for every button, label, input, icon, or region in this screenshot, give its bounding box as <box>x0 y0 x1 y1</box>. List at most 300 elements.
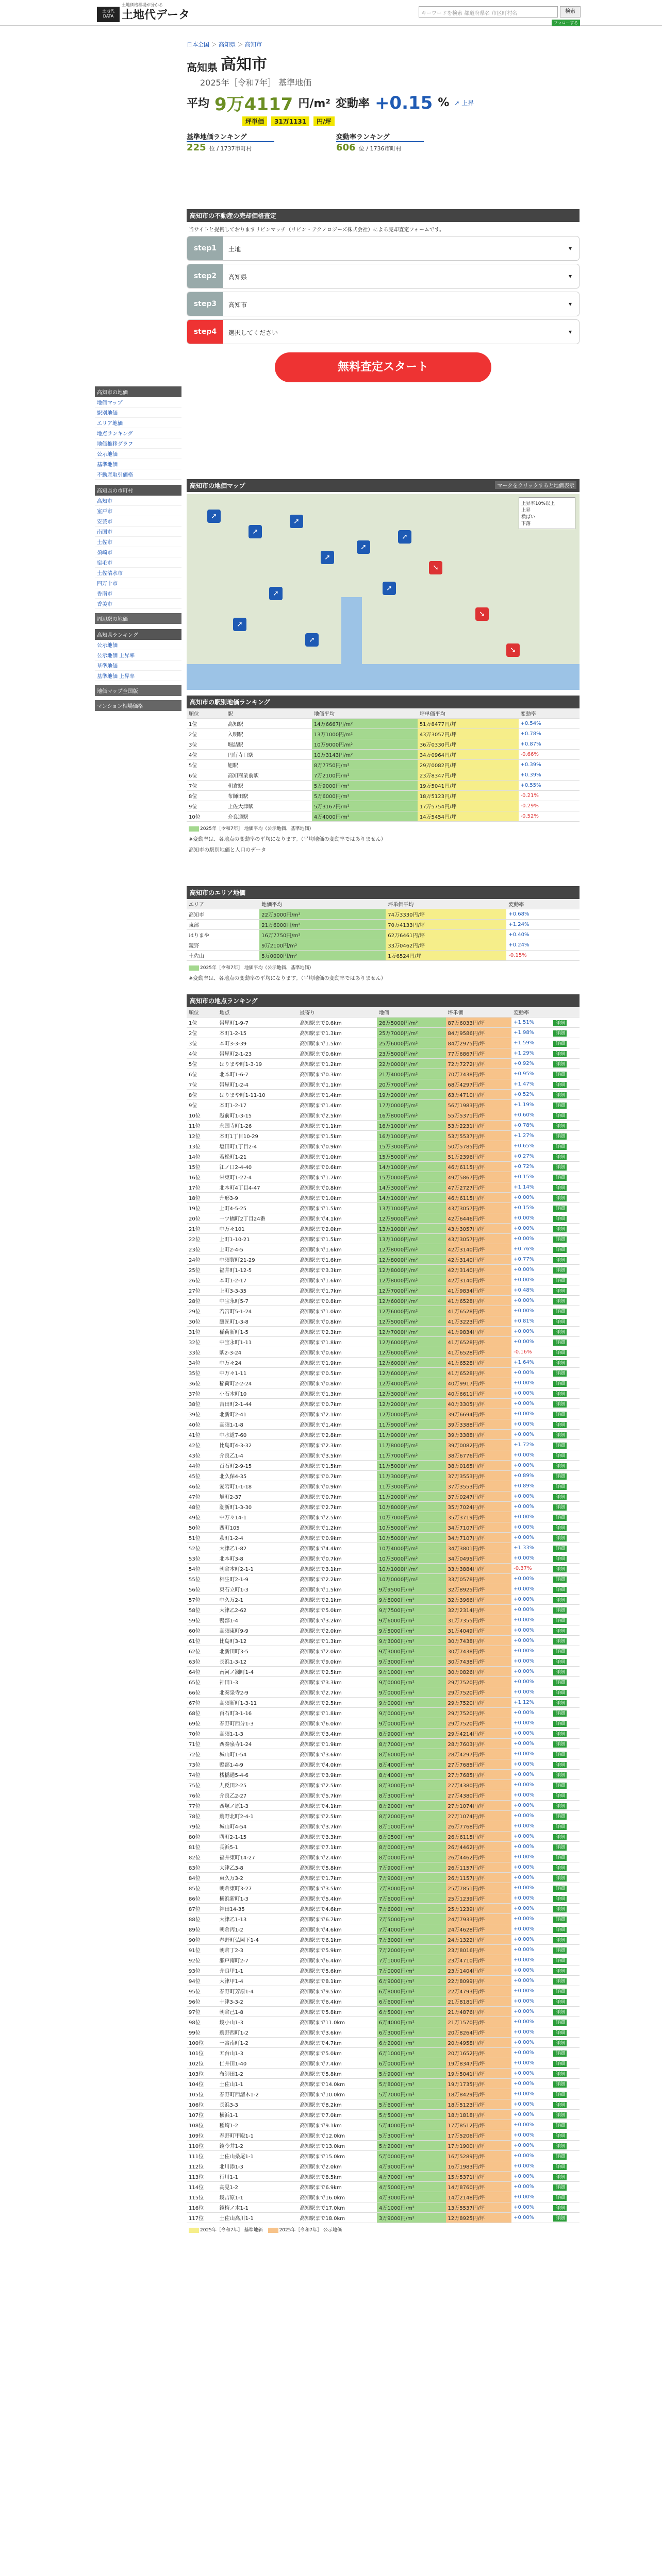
table-cell[interactable]: 若松町1-21 <box>218 1151 298 1162</box>
detail-button[interactable]: 詳細 <box>553 1834 567 1840</box>
table-cell[interactable]: 大津乙3-8 <box>218 1862 298 1873</box>
sidebar-city-link[interactable]: 四万十市 <box>95 578 181 588</box>
sidebar-rank-link[interactable]: 公示地価 <box>95 640 181 650</box>
detail-button[interactable]: 詳細 <box>553 1535 567 1541</box>
table-cell[interactable]: 鏡梅ノ木1-1 <box>218 2202 298 2213</box>
detail-button[interactable]: 詳細 <box>553 2143 567 2149</box>
detail-button[interactable]: 詳細 <box>553 1947 567 1954</box>
detail-button[interactable]: 詳細 <box>553 1710 567 1717</box>
table-cell[interactable]: 円行寺口駅 <box>226 750 312 760</box>
detail-button[interactable]: 詳細 <box>553 1824 567 1830</box>
sidebar-menu-link[interactable]: 不動産取引価格 <box>95 469 181 480</box>
table-cell[interactable]: 旭駅 <box>226 760 312 770</box>
detail-button[interactable]: 詳細 <box>553 1659 567 1665</box>
detail-button[interactable]: 詳細 <box>553 1082 567 1088</box>
sidebar-menu-link[interactable]: エリア地価 <box>95 418 181 428</box>
detail-button[interactable]: 詳細 <box>553 2081 567 2088</box>
sidebar-city-link[interactable]: 安芸市 <box>95 516 181 527</box>
detail-button[interactable]: 詳細 <box>553 1731 567 1737</box>
detail-button[interactable]: 詳細 <box>553 2164 567 2170</box>
table-cell[interactable]: 布師田1-2 <box>218 2069 298 2079</box>
detail-button[interactable]: 詳細 <box>553 1340 567 1346</box>
detail-button[interactable]: 詳細 <box>553 1206 567 1212</box>
detail-button[interactable]: 詳細 <box>553 1587 567 1593</box>
table-cell[interactable]: 西秦泉寺1-24 <box>218 1739 298 1749</box>
detail-button[interactable]: 詳細 <box>553 1968 567 1974</box>
follow-button[interactable]: フォローする <box>552 20 580 26</box>
table-cell[interactable]: 入明駅 <box>226 729 312 739</box>
table-cell[interactable]: 北新町2-41 <box>218 1409 298 1419</box>
detail-button[interactable]: 詳細 <box>553 1607 567 1614</box>
table-cell[interactable]: 朝倉己1-8 <box>218 2007 298 2017</box>
table-cell[interactable]: 愛宕町1-1-18 <box>218 1481 298 1492</box>
table-cell[interactable]: 栄東町1-27-4 <box>218 1172 298 1182</box>
table-cell[interactable]: 瀬戸南町2-7 <box>218 1955 298 1965</box>
map-marker[interactable]: ➚ <box>249 525 262 538</box>
detail-button[interactable]: 詳細 <box>553 1525 567 1531</box>
table-cell[interactable]: 朝倉東町3-27 <box>218 1883 298 1893</box>
detail-button[interactable]: 詳細 <box>553 1783 567 1789</box>
table-cell[interactable]: 潮新町1-3-30 <box>218 1502 298 1512</box>
sidebar-menu-link[interactable]: 地点ランキング <box>95 428 181 438</box>
table-cell[interactable]: 春野町西諸木1-2 <box>218 2089 298 2099</box>
table-cell[interactable]: 升形3-9 <box>218 1193 298 1203</box>
table-cell[interactable]: 土佐山桑尾1-1 <box>218 2151 298 2161</box>
map-marker[interactable]: ➘ <box>506 643 520 657</box>
map-marker[interactable]: ➘ <box>475 607 489 621</box>
table-cell[interactable]: 小石木町10 <box>218 1388 298 1399</box>
table-cell[interactable]: 中万々1-11 <box>218 1368 298 1378</box>
table-cell[interactable]: 16万7750円/m² <box>259 930 386 940</box>
detail-button[interactable]: 詳細 <box>553 1937 567 1943</box>
detail-button[interactable]: 詳細 <box>553 1494 567 1500</box>
detail-button[interactable]: 詳細 <box>553 2174 567 2180</box>
detail-button[interactable]: 詳細 <box>553 1865 567 1871</box>
detail-button[interactable]: 詳細 <box>553 1628 567 1634</box>
detail-button[interactable]: 詳細 <box>553 1546 567 1552</box>
detail-button[interactable]: 詳細 <box>553 1020 567 1026</box>
table-cell[interactable]: 大津乙2-62 <box>218 1605 298 1615</box>
table-cell[interactable]: 城山町1-54 <box>218 1749 298 1759</box>
assess-step[interactable] <box>187 292 580 316</box>
table-cell[interactable]: 上町3-3-35 <box>218 1285 298 1296</box>
detail-button[interactable]: 詳細 <box>553 1577 567 1583</box>
detail-button[interactable]: 詳細 <box>553 1473 567 1480</box>
detail-button[interactable]: 詳細 <box>553 1453 567 1459</box>
detail-button[interactable]: 詳細 <box>553 1844 567 1851</box>
detail-button[interactable]: 詳細 <box>553 1917 567 1923</box>
national-map-button[interactable]: 地価マップ全国版 <box>95 685 181 696</box>
detail-button[interactable]: 詳細 <box>553 1350 567 1356</box>
table-cell[interactable]: 鴨部1-4 <box>218 1615 298 1625</box>
detail-button[interactable]: 詳細 <box>553 1185 567 1191</box>
table-cell[interactable]: 稲荷新町1-5 <box>218 1327 298 1337</box>
table-cell[interactable]: 桟橋通5-4-6 <box>218 1770 298 1780</box>
table-cell[interactable]: 相生町2-1-9 <box>218 1574 298 1584</box>
table-cell[interactable]: 長浜3-3 <box>218 2099 298 2110</box>
table-cell[interactable]: 上町4-5-25 <box>218 1203 298 1213</box>
assess-step[interactable] <box>187 264 580 289</box>
detail-button[interactable]: 詳細 <box>553 1061 567 1067</box>
table-cell[interactable]: 横浜新町1-3 <box>218 1893 298 1904</box>
detail-button[interactable]: 詳細 <box>553 1927 567 1933</box>
detail-button[interactable]: 詳細 <box>553 1638 567 1645</box>
table-cell[interactable]: 鏡小山1-3 <box>218 2017 298 2027</box>
table-cell[interactable]: 布師田駅 <box>226 791 312 801</box>
detail-button[interactable]: 詳細 <box>553 1556 567 1562</box>
table-cell[interactable]: 高知商業前駅 <box>226 770 312 781</box>
table-cell[interactable]: 朝倉本町2-1-1 <box>218 1564 298 1574</box>
table-cell[interactable]: 永国寺町1-26 <box>218 1121 298 1131</box>
table-cell[interactable]: 大津乙1-82 <box>218 1543 298 1553</box>
table-cell[interactable]: 大津甲1-4 <box>218 1976 298 1986</box>
table-cell[interactable]: 介良乙1-4 <box>218 1450 298 1461</box>
table-cell[interactable]: はりまや町1-3-19 <box>218 1059 298 1069</box>
detail-button[interactable]: 詳細 <box>553 1793 567 1799</box>
detail-button[interactable]: 詳細 <box>553 1772 567 1778</box>
detail-button[interactable]: 詳細 <box>553 2184 567 2191</box>
detail-button[interactable]: 詳細 <box>553 2195 567 2201</box>
detail-button[interactable]: 詳細 <box>553 1164 567 1171</box>
table-cell[interactable]: 一宮南町1-2 <box>218 2038 298 2048</box>
table-cell[interactable]: 帯屋町2-1-23 <box>218 1048 298 1059</box>
table-cell[interactable]: 薊野西町1-2 <box>218 2027 298 2038</box>
sidebar-city-link[interactable]: 土佐清水市 <box>95 568 181 578</box>
table-cell[interactable]: 高知駅 <box>226 719 312 729</box>
table-cell[interactable]: 高須東町9-9 <box>218 1625 298 1636</box>
detail-button[interactable]: 詳細 <box>553 1381 567 1387</box>
detail-button[interactable]: 詳細 <box>553 1278 567 1284</box>
table-cell[interactable]: 東石立町1-3 <box>218 1584 298 1595</box>
sidebar-city-link[interactable]: 香南市 <box>95 588 181 599</box>
table-cell[interactable]: 福井東町14-27 <box>218 1852 298 1862</box>
detail-button[interactable]: 詳細 <box>553 1886 567 1892</box>
sidebar-city-link[interactable]: 室戸市 <box>95 506 181 516</box>
detail-button[interactable]: 詳細 <box>553 1463 567 1469</box>
detail-button[interactable]: 詳細 <box>553 1958 567 1964</box>
detail-button[interactable]: 詳細 <box>553 2102 567 2108</box>
table-cell[interactable]: 大津乙1-13 <box>218 1914 298 1924</box>
table-cell[interactable]: 北本町3-8 <box>218 1553 298 1564</box>
breadcrumb-item[interactable]: 日本全国 <box>187 41 209 48</box>
table-cell[interactable]: 介良通駅 <box>226 811 312 822</box>
table-cell[interactable]: 中宝永町5-7 <box>218 1296 298 1306</box>
table-cell[interactable]: 春野町西分1-3 <box>218 1718 298 1728</box>
detail-button[interactable]: 詳細 <box>553 1257 567 1263</box>
detail-button[interactable]: 詳細 <box>553 1566 567 1572</box>
table-cell[interactable]: 北久保4-35 <box>218 1471 298 1481</box>
table-cell[interactable]: 土佐山1-1 <box>218 2079 298 2089</box>
detail-button[interactable]: 詳細 <box>553 1288 567 1294</box>
map-marker[interactable]: ➚ <box>290 515 303 528</box>
table-cell[interactable]: 若宮町5-1-24 <box>218 1306 298 1316</box>
detail-button[interactable]: 詳細 <box>553 2071 567 2077</box>
detail-button[interactable]: 詳細 <box>553 1154 567 1160</box>
table-cell[interactable]: 西塚ノ原1-3 <box>218 1801 298 1811</box>
sidebar-menu-link[interactable]: 駅別地価 <box>95 408 181 418</box>
table-cell[interactable]: 仁井田1-40 <box>218 2058 298 2069</box>
table-cell[interactable]: 神田14-35 <box>218 1904 298 1914</box>
detail-button[interactable]: 詳細 <box>553 1123 567 1129</box>
map-marker[interactable]: ➚ <box>398 530 411 544</box>
table-cell[interactable]: 薊野北町2-4-1 <box>218 1811 298 1821</box>
table-cell[interactable]: 北本町1-6-7 <box>218 1069 298 1079</box>
table-cell[interactable]: 萩町1-2-4 <box>218 1533 298 1543</box>
detail-button[interactable]: 詳細 <box>553 2030 567 2036</box>
detail-button[interactable]: 詳細 <box>553 1041 567 1047</box>
sidebar-city-link[interactable]: 香美市 <box>95 599 181 609</box>
table-cell[interactable]: はりまや町1-11-10 <box>218 1090 298 1100</box>
table-cell[interactable]: 横浜1-1 <box>218 2110 298 2120</box>
land-price-map[interactable] <box>187 494 580 690</box>
detail-button[interactable]: 詳細 <box>553 1875 567 1882</box>
detail-button[interactable]: 詳細 <box>553 2215 567 2222</box>
table-cell[interactable]: 朝倉駅 <box>226 781 312 791</box>
detail-button[interactable]: 詳細 <box>553 1226 567 1232</box>
table-cell[interactable]: 北秦泉寺2-9 <box>218 1687 298 1698</box>
detail-button[interactable]: 詳細 <box>553 1618 567 1624</box>
detail-button[interactable]: 詳細 <box>553 2020 567 2026</box>
detail-button[interactable]: 詳細 <box>553 1803 567 1809</box>
map-marker[interactable]: ➚ <box>207 510 221 523</box>
table-cell[interactable]: 駅2-3-24 <box>218 1347 298 1358</box>
table-cell[interactable]: 比島町3-12 <box>218 1636 298 1646</box>
table-cell[interactable]: 本町1-2-17 <box>218 1100 298 1110</box>
sidebar-city-link[interactable]: 高知市 <box>95 496 181 506</box>
detail-button[interactable]: 詳細 <box>553 1267 567 1274</box>
table-cell[interactable]: 長浜5-1 <box>218 1842 298 1852</box>
assess-step[interactable] <box>187 319 580 344</box>
map-marker[interactable]: ➚ <box>357 540 370 554</box>
detail-button[interactable]: 詳細 <box>553 2009 567 2015</box>
map-marker[interactable]: ➚ <box>321 551 334 564</box>
table-cell[interactable]: 種崎1-2 <box>218 2120 298 2130</box>
table-cell[interactable]: 中久万2-1 <box>218 1595 298 1605</box>
nearby-stations-button[interactable]: 周辺駅の地価 <box>95 613 181 624</box>
table-cell[interactable]: 城山町4-54 <box>218 1821 298 1832</box>
detail-button[interactable]: 詳細 <box>553 1762 567 1768</box>
detail-button[interactable]: 詳細 <box>553 1401 567 1408</box>
detail-button[interactable]: 詳細 <box>553 1752 567 1758</box>
table-cell[interactable]: 行川1-1 <box>218 2172 298 2182</box>
table-cell[interactable]: 比島町4-3-32 <box>218 1440 298 1450</box>
detail-button[interactable]: 詳細 <box>553 1855 567 1861</box>
detail-button[interactable]: 詳細 <box>553 1741 567 1748</box>
detail-button[interactable]: 詳細 <box>553 1092 567 1098</box>
sidebar-rank-link[interactable]: 基準地価 <box>95 660 181 671</box>
sidebar-menu-link[interactable]: 基準地価 <box>95 459 181 469</box>
table-cell[interactable]: 朝倉丙1-2 <box>218 1924 298 1935</box>
table-cell[interactable]: 中須賀町21-29 <box>218 1255 298 1265</box>
detail-button[interactable]: 詳細 <box>553 2092 567 2098</box>
table-cell[interactable]: 中万々14-1 <box>218 1512 298 1522</box>
detail-button[interactable]: 詳細 <box>553 1484 567 1490</box>
table-cell[interactable]: 春野町芳原1-4 <box>218 1986 298 1996</box>
table-cell[interactable]: 本町1-2-17 <box>218 1275 298 1285</box>
detail-button[interactable]: 詳細 <box>553 1443 567 1449</box>
detail-button[interactable]: 詳細 <box>553 1989 567 1995</box>
sidebar-city-link[interactable]: 土佐市 <box>95 537 181 547</box>
detail-button[interactable]: 詳細 <box>553 1370 567 1377</box>
table-cell[interactable]: 朝倉丁2-3 <box>218 1945 298 1955</box>
table-cell[interactable]: 鏡今井1-2 <box>218 2141 298 2151</box>
table-cell[interactable]: 帯屋町1-2-4 <box>218 1079 298 1090</box>
detail-button[interactable]: 詳細 <box>553 1515 567 1521</box>
detail-button[interactable]: 詳細 <box>553 1906 567 1912</box>
detail-button[interactable]: 詳細 <box>553 1144 567 1150</box>
table-cell[interactable]: 南河ノ瀬町1-4 <box>218 1667 298 1677</box>
free-assessment-button[interactable]: 無料査定スタート <box>275 352 491 382</box>
table-cell[interactable]: 中宝永町1-11 <box>218 1337 298 1347</box>
table-cell[interactable]: 十津3-3-2 <box>218 1996 298 2007</box>
table-cell[interactable]: 鏡吉原1-1 <box>218 2192 298 2202</box>
search-input[interactable]: キーワードを検索 都道府県名 市区町村名 <box>419 6 558 18</box>
search-button[interactable]: 検索 <box>560 6 581 18</box>
table-cell[interactable]: 5万0000円/m² <box>259 951 386 961</box>
table-cell[interactable]: 土佐山高川1-1 <box>218 2213 298 2223</box>
table-cell[interactable]: 百石町2-9-15 <box>218 1461 298 1471</box>
table-cell[interactable]: 22万5000円/m² <box>259 909 386 920</box>
detail-button[interactable]: 詳細 <box>553 2133 567 2139</box>
table-cell[interactable]: 塩田町1丁目2-4 <box>218 1141 298 1151</box>
table-cell[interactable]: 東久万3-2 <box>218 1873 298 1883</box>
mansion-price-button[interactable]: マンション相場価格 <box>95 700 181 711</box>
table-cell[interactable]: 高見1-2 <box>218 2182 298 2192</box>
table-cell[interactable]: 介良甲1-1 <box>218 1965 298 1976</box>
table-cell[interactable]: 越前町1-3-15 <box>218 1110 298 1121</box>
table-cell[interactable]: 西町105 <box>218 1522 298 1533</box>
detail-button[interactable]: 詳細 <box>553 2123 567 2129</box>
table-cell[interactable]: 北川添1-3 <box>218 2161 298 2172</box>
table-cell[interactable]: 本町3-3-39 <box>218 1038 298 1048</box>
table-cell[interactable]: 鷹匠町1-3-8 <box>218 1316 298 1327</box>
map-marker[interactable]: ➚ <box>233 618 246 631</box>
table-cell[interactable]: 帯屋町1-9-7 <box>218 1018 298 1028</box>
detail-button[interactable]: 詳細 <box>553 1432 567 1438</box>
detail-button[interactable]: 詳細 <box>553 1680 567 1686</box>
detail-button[interactable]: 詳細 <box>553 1700 567 1706</box>
detail-button[interactable]: 詳細 <box>553 1690 567 1696</box>
detail-button[interactable]: 詳細 <box>553 2154 567 2160</box>
table-cell[interactable]: 21万6000円/m² <box>259 920 386 930</box>
table-cell[interactable]: 春野町弘岡下1-4 <box>218 1935 298 1945</box>
detail-button[interactable]: 詳細 <box>553 2061 567 2067</box>
table-cell[interactable]: 高須1-1-8 <box>218 1419 298 1430</box>
table-cell[interactable]: 春野町甲殿1-1 <box>218 2130 298 2141</box>
table-cell[interactable]: 旭町2-37 <box>218 1492 298 1502</box>
sidebar-rank-link[interactable]: 公示地価 上昇率 <box>95 650 181 660</box>
detail-button[interactable]: 詳細 <box>553 1412 567 1418</box>
table-cell[interactable]: 五台山1-3 <box>218 2048 298 2058</box>
detail-button[interactable]: 詳細 <box>553 1504 567 1511</box>
detail-button[interactable]: 詳細 <box>553 1247 567 1253</box>
table-cell[interactable]: 江ノ口2-4-40 <box>218 1162 298 1172</box>
table-cell[interactable]: 本町1丁目10-29 <box>218 1131 298 1141</box>
map-marker[interactable]: ➚ <box>383 582 396 595</box>
detail-button[interactable]: 詳細 <box>553 1103 567 1109</box>
sidebar-menu-link[interactable]: 地価推移グラフ <box>95 438 181 449</box>
table-cell[interactable]: 九反田2-25 <box>218 1780 298 1790</box>
table-cell[interactable]: 9万2100円/m² <box>259 940 386 951</box>
table-cell[interactable]: 介良乙2-27 <box>218 1790 298 1801</box>
table-cell[interactable]: 曙町2-1-15 <box>218 1832 298 1842</box>
sidebar-menu-link[interactable]: 地価マップ <box>95 397 181 408</box>
detail-button[interactable]: 詳細 <box>553 1298 567 1304</box>
sidebar-city-link[interactable]: 南国市 <box>95 527 181 537</box>
table-cell[interactable]: 吉田町2-1-44 <box>218 1399 298 1409</box>
table-cell[interactable]: 中万々101 <box>218 1224 298 1234</box>
table-cell[interactable]: 上町2-4-5 <box>218 1244 298 1255</box>
site-logo[interactable] <box>97 3 190 22</box>
detail-button[interactable]: 詳細 <box>553 1216 567 1222</box>
detail-button[interactable]: 詳細 <box>553 1175 567 1181</box>
detail-button[interactable]: 詳細 <box>553 1309 567 1315</box>
detail-button[interactable]: 詳細 <box>553 2040 567 2046</box>
table-cell[interactable]: 神田1-3 <box>218 1677 298 1687</box>
map-marker[interactable]: ➘ <box>429 561 442 574</box>
map-marker[interactable]: ➚ <box>305 633 319 647</box>
table-cell[interactable]: 本町1-2-15 <box>218 1028 298 1038</box>
table-cell[interactable]: 中水道7-60 <box>218 1430 298 1440</box>
detail-button[interactable]: 詳細 <box>553 1319 567 1325</box>
detail-button[interactable]: 詳細 <box>553 1649 567 1655</box>
table-cell[interactable]: 百石町3-1-16 <box>218 1708 298 1718</box>
detail-button[interactable]: 詳細 <box>553 1133 567 1140</box>
table-cell[interactable]: 北本町4丁目4-47 <box>218 1182 298 1193</box>
detail-button[interactable]: 詳細 <box>553 2112 567 2119</box>
sidebar-rank-link[interactable]: 基準地価 上昇率 <box>95 671 181 681</box>
detail-button[interactable]: 詳細 <box>553 1814 567 1820</box>
detail-button[interactable]: 詳細 <box>553 1978 567 1985</box>
detail-button[interactable]: 詳細 <box>553 1422 567 1428</box>
sidebar-city-link[interactable]: 須崎市 <box>95 547 181 557</box>
detail-button[interactable]: 詳細 <box>553 1360 567 1366</box>
assess-step[interactable] <box>187 236 580 261</box>
table-cell[interactable]: 上町1-10-21 <box>218 1234 298 1244</box>
detail-button[interactable]: 詳細 <box>553 1030 567 1037</box>
detail-button[interactable]: 詳細 <box>553 1236 567 1243</box>
table-cell[interactable]: 長浜1-3-12 <box>218 1656 298 1667</box>
detail-button[interactable]: 詳細 <box>553 2050 567 2057</box>
detail-button[interactable]: 詳細 <box>553 1072 567 1078</box>
table-cell[interactable]: 鴨部1-4-9 <box>218 1759 298 1770</box>
table-cell[interactable]: 福井町1-12-5 <box>218 1265 298 1275</box>
detail-button[interactable]: 詳細 <box>553 1999 567 2005</box>
map-marker[interactable]: ➚ <box>269 587 283 600</box>
table-cell[interactable]: 土佐大津駅 <box>226 801 312 811</box>
table-cell[interactable]: 高須新町1-3-11 <box>218 1698 298 1708</box>
detail-button[interactable]: 詳細 <box>553 1113 567 1119</box>
table-cell[interactable]: 高須1-1-3 <box>218 1728 298 1739</box>
detail-button[interactable]: 詳細 <box>553 1195 567 1201</box>
detail-button[interactable]: 詳細 <box>553 1721 567 1727</box>
sidebar-city-link[interactable]: 宿毛市 <box>95 557 181 568</box>
detail-button[interactable]: 詳細 <box>553 1669 567 1675</box>
table-cell[interactable]: 堀詰駅 <box>226 739 312 750</box>
sidebar-menu-link[interactable]: 公示地価 <box>95 449 181 459</box>
detail-button[interactable]: 詳細 <box>553 2205 567 2211</box>
breadcrumb-item[interactable]: 高知県 <box>219 41 236 48</box>
detail-button[interactable]: 詳細 <box>553 1597 567 1603</box>
detail-button[interactable]: 詳細 <box>553 1329 567 1335</box>
table-cell[interactable]: 北新田町3-5 <box>218 1646 298 1656</box>
table-cell[interactable]: 稲荷町2-2-24 <box>218 1378 298 1388</box>
detail-button[interactable]: 詳細 <box>553 1896 567 1902</box>
table-cell[interactable]: 中万々24 <box>218 1358 298 1368</box>
detail-button[interactable]: 詳細 <box>553 1391 567 1397</box>
detail-button[interactable]: 詳細 <box>553 1051 567 1057</box>
table-cell[interactable]: 一ツ橋町2丁目24番 <box>218 1213 298 1224</box>
